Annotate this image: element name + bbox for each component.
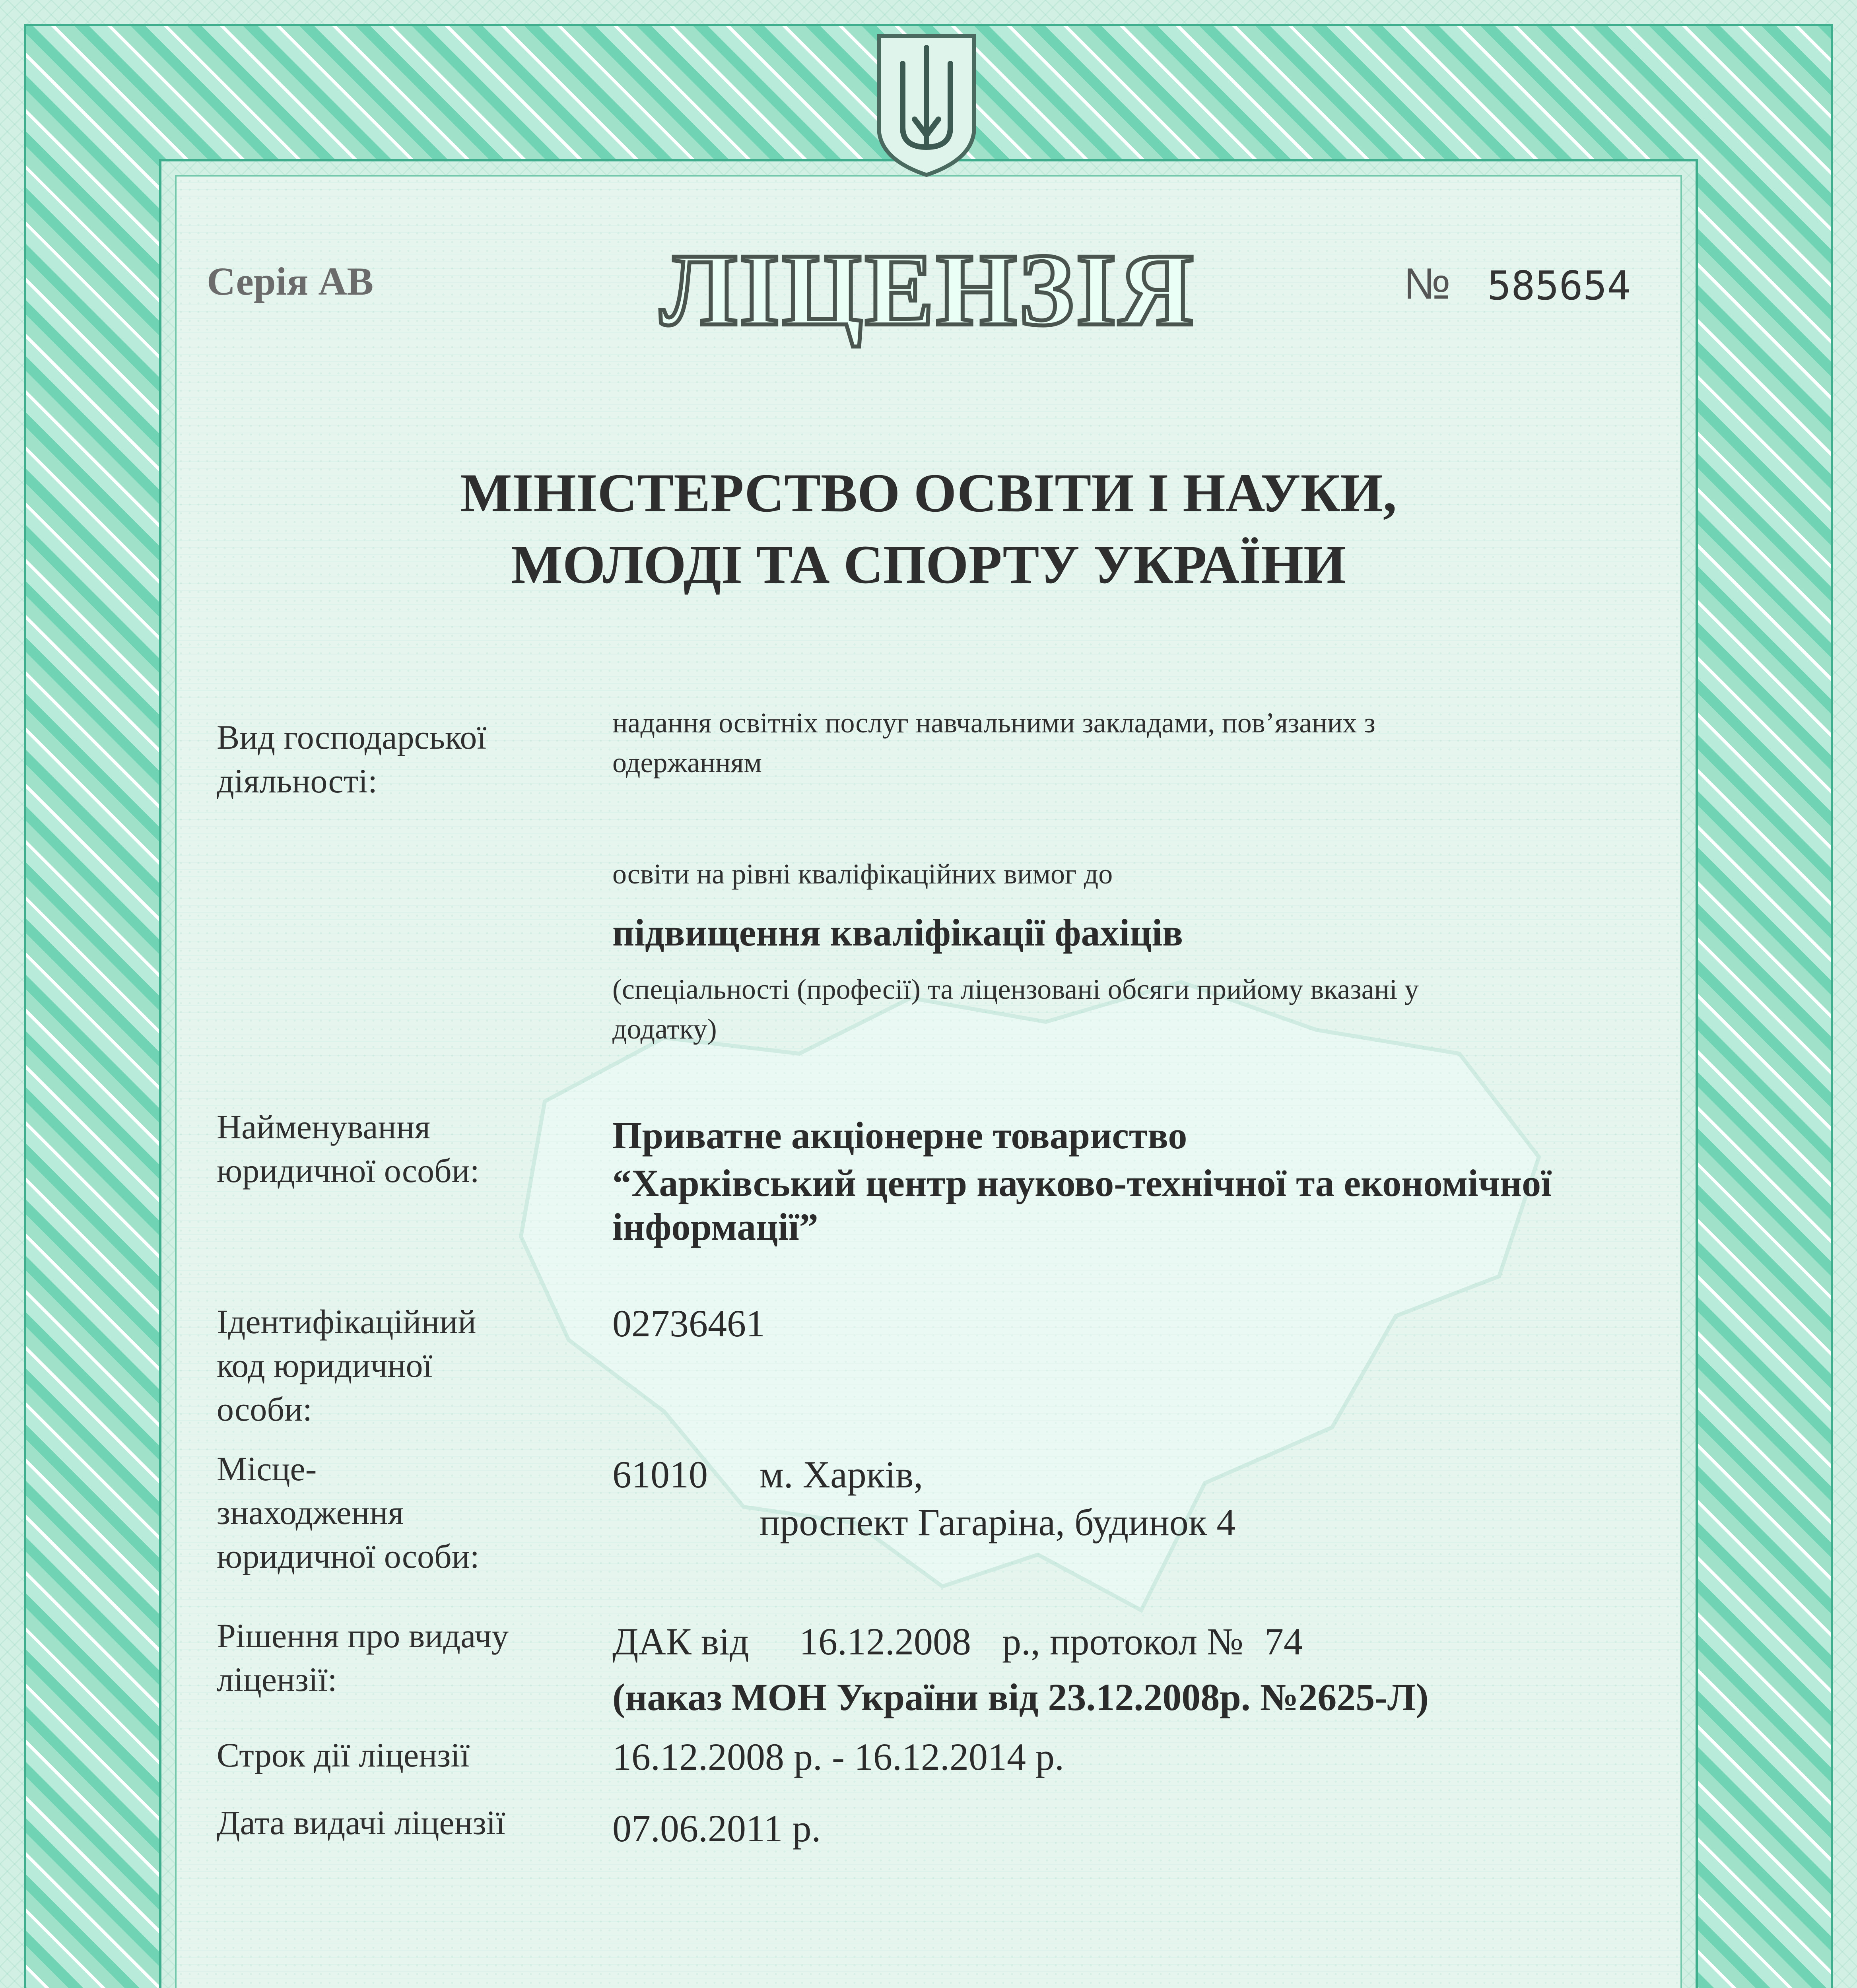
license-number: 585654 <box>1487 262 1631 309</box>
issue-date-label: Дата видачі ліцензії <box>217 1804 505 1842</box>
entity-name-label-2: юридичної особи: <box>217 1151 480 1190</box>
activity-value-5: (спеціальності (професії) та ліцензовані обсяги прийому вказані у <box>612 973 1419 1005</box>
issuer-line-2: МОЛОДІ ТА СПОРТУ УКРАЇНИ <box>511 534 1346 595</box>
activity-value-3: освіти на рівні кваліфікаційних вимог до <box>612 858 1113 890</box>
location-label-2: знаходження <box>217 1493 404 1532</box>
location-postcode: 61010 <box>612 1453 708 1496</box>
decision-label-1: Рішення про видачу <box>217 1617 509 1655</box>
handwritten-signature <box>477 1968 875 1988</box>
decision-protocol-number: 74 <box>1265 1620 1303 1663</box>
decision-label-2: ліцензії: <box>217 1660 337 1699</box>
location-label-1: Місце- <box>217 1450 317 1488</box>
decision-protocol: р., протокол № <box>1002 1620 1243 1663</box>
activity-label-1: Вид господарської <box>217 718 487 756</box>
entity-name-label-1: Найменування <box>217 1108 431 1146</box>
series-label: Серія АВ <box>207 259 374 303</box>
id-code-value: 02736461 <box>612 1302 765 1345</box>
decision-order: (наказ МОН України від 23.12.2008р. №2625-Л) <box>612 1676 1429 1718</box>
location-street: проспект Гагаріна, будинок 4 <box>760 1501 1236 1543</box>
entity-name-value-3: інформації” <box>612 1206 818 1248</box>
activity-value-2: одержанням <box>612 747 762 779</box>
entity-name-value-1: Приватне акціонерне товариство <box>612 1114 1187 1157</box>
number-sign: № <box>1404 259 1451 308</box>
issue-date-value: 07.06.2011 р. <box>612 1807 821 1850</box>
activity-value-4: підвищення кваліфікації фахіців <box>612 911 1183 954</box>
entity-name-value-2: “Харківський центр науково-технічної та економічної <box>612 1162 1552 1204</box>
location-label-3: юридичної особи: <box>217 1537 480 1575</box>
trident-emblem-icon <box>867 28 986 179</box>
validity-value: 16.12.2008 р. - 16.12.2014 р. <box>612 1736 1064 1778</box>
activity-value-1: надання освітніх послуг навчальними закладами, пов’язаних з <box>612 707 1375 739</box>
id-code-label-1: Ідентифікаційний <box>217 1303 476 1341</box>
id-code-label-2: код юридичної <box>217 1346 433 1384</box>
document-title: ЛІЦЕНЗІЯ <box>660 233 1196 347</box>
issuer-line-1: МІНІСТЕРСТВО ОСВІТИ І НАУКИ, <box>460 462 1397 523</box>
id-code-label-3: особи: <box>217 1390 312 1428</box>
decision-date: 16.12.2008 <box>799 1620 971 1663</box>
activity-value-6: додатку) <box>612 1013 717 1045</box>
location-city: м. Харків, <box>760 1453 923 1496</box>
validity-label: Строк дії ліцензії <box>217 1736 470 1774</box>
activity-label-2: діяльності: <box>217 762 378 800</box>
decision-dak: ДАК від <box>612 1620 749 1663</box>
